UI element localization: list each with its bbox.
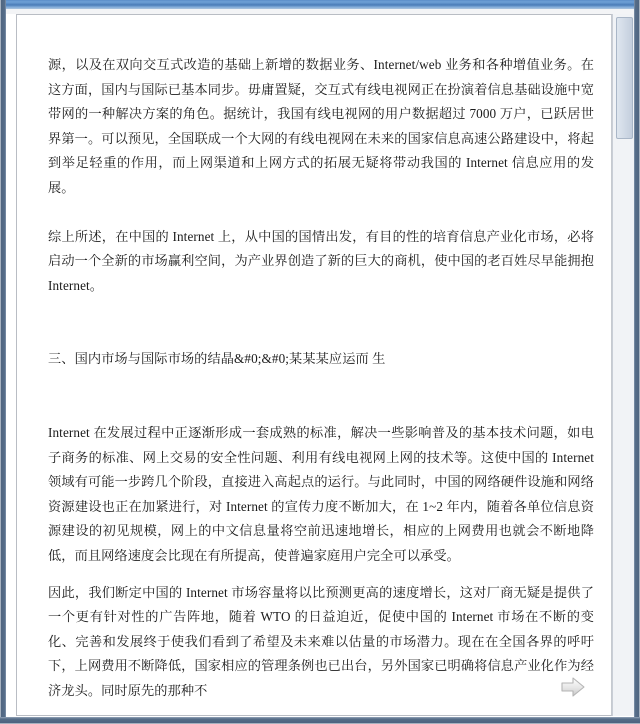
section-spacer bbox=[48, 298, 594, 347]
scrollbar-thumb[interactable] bbox=[616, 17, 633, 139]
window-border-bottom bbox=[0, 717, 640, 724]
window-border-left bbox=[0, 0, 6, 724]
paragraph-spacer bbox=[48, 201, 594, 225]
paragraph-4: 因此，我们断定中国的 Internet 市场容量将以比预测更高的速度增长，这对厂商无疑是提供了一个更有针对性的广告阵地，随着 WTO 的日益迫近，促使中国的 Internet 市场在不断的变化、完善和发展终于使我们看到了希望及未来难以估量的市场潜力。现在在全国各界的呼吁下，上网费用不断降低，国家相应的管理条例也已出台，另外国家已明确将信息产业化作为经济龙头。同时原先的那种不 bbox=[48, 584, 594, 698]
window-titlebar-strip bbox=[6, 0, 634, 9]
window-border-right bbox=[634, 0, 640, 724]
vertical-scrollbar[interactable] bbox=[612, 14, 634, 716]
arrow-right-icon[interactable] bbox=[559, 675, 587, 699]
document-page bbox=[16, 14, 612, 716]
section-heading: 三、国内市场与国际市场的结晶&#0;&#0;某某某应运而 生 bbox=[48, 351, 386, 367]
paragraph-1: 源，以及在双向交互式改造的基础上新增的数据业务、Internet/web 业务和各种增值业务。在这方面，国内与国际已基本同步。毋庸置疑，交互式有线电视网正在扮演着信息基础设施中宽带网的一种解决方案的角色。据统计，我国有线电视网的用户数据超过 7000 万户，已跃居世界第一。可以预见，全国联成一个大网的有线电视网在未来的国家信息高速公路建设中，将起到举足轻重的作用，而上网渠道和上网方式的拓展无疑将带动我国的 Internet 信息应用的发展。 bbox=[48, 57, 594, 195]
document-text-body bbox=[48, 53, 594, 703]
paragraph-3: Internet 在发展过程中正逐渐形成一套成熟的标准，解决一些影响普及的基本技术问题，如电子商务的标准、网上交易的安全性问题、利用有线电视网上网的技术等。这使中国的 Internet 领域有可能一步跨几个阶段，直接进入高起点的运行。与此同时，中国的网络硬件设施和网络资源建设也正在加紧进行，对 Internet 的宣传力度不断加大，在 1~2 年内，随着各单位信息资源建设的初见规模，网上的中文信息量将空前迅速地增长，相应的上网费用也就会不断地降低，而且网络速度会比现在有所提高，使普遍家庭用户完全可以承受。 bbox=[48, 424, 594, 563]
paragraph-2: 综上所述，在中国的 Internet 上，从中国的国情出发，有目的性的培育信息产业化市场，必将启动一个全新的市场赢利空间，为产业界创造了新的巨大的商机，使中国的老百姓尽早能拥抱 Internet。 bbox=[48, 228, 594, 293]
heading-spacer bbox=[48, 372, 594, 421]
paragraph-spacer-2 bbox=[48, 569, 594, 581]
